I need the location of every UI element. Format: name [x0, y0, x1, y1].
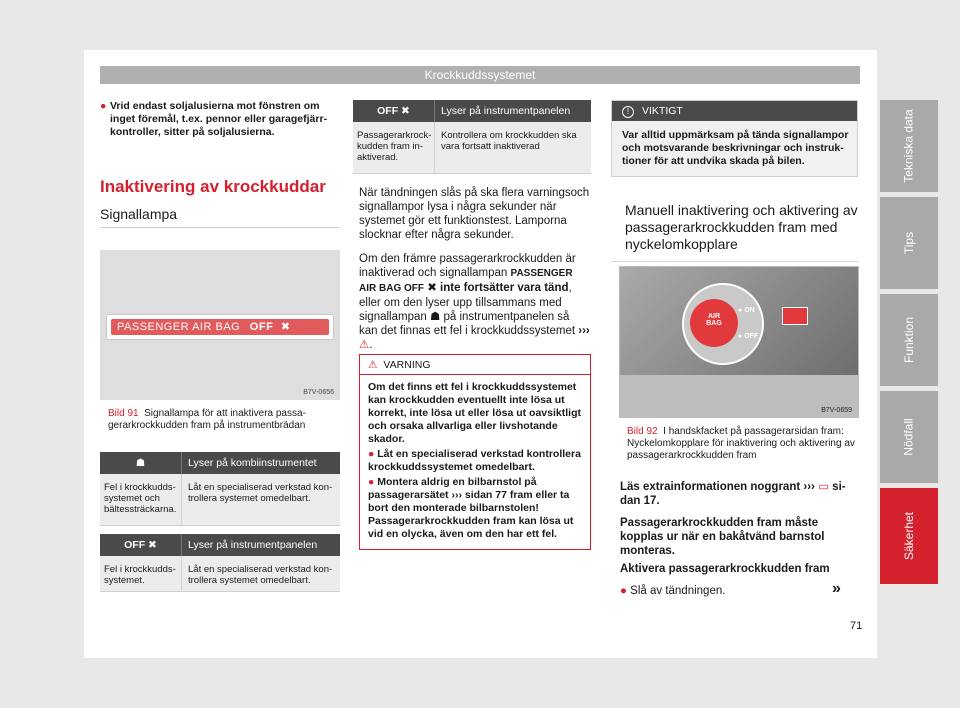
table-cell-action: Kontrollera om krockkudden ska vara fortsatt inaktiverad	[441, 130, 577, 152]
figure-number: Bild 91	[108, 408, 139, 419]
book-icon: ▭	[818, 481, 829, 493]
paragraph-3: Passagerarkrockkudden fram måste kopplas ur när en bakåtvänd barnstol monteras.	[620, 517, 825, 557]
seatbelt-airbag-icon: ☗	[429, 311, 441, 323]
continue-arrow-icon: »	[832, 580, 841, 597]
key-switch-face	[690, 299, 738, 347]
airbag-seat-icon: ✖	[427, 282, 437, 294]
indicator-table-2	[100, 534, 340, 592]
figure-91	[100, 250, 340, 452]
figure-caption-text: I handskfacket på passagerarsidan fram: Nyckelomkopplare för inaktivering och aktivering av passagerarkrockkudden fram	[627, 426, 855, 461]
table-header	[353, 100, 591, 122]
airbag-off-text: OFF	[249, 321, 274, 333]
key-switch-location	[782, 307, 808, 325]
warning-header	[360, 355, 590, 375]
important-header	[612, 101, 857, 121]
warning-bullet-text: fram eller ta bort den monterade bilbarnstolen! Passagerarkrockkudden fram kan lösa ut vid en olycka, även om den har ett fel.	[368, 489, 574, 540]
figure-caption-text: Signallampa för att inaktivera passagerarkrockkudden fram på instrumentbrädan	[108, 408, 306, 431]
bullet-dot: ●	[100, 100, 107, 112]
sidetab-nodfall[interactable]: Nödfall	[880, 391, 938, 483]
read-more-line: Läs extrainformationen noggrant ››› ▭ sidan 17.	[620, 481, 846, 507]
table-cell-condition: Fel i krockkuddssystemet.	[100, 556, 182, 591]
passenger-airbag-off-symbol: PASSENGER AIR BAG OFF	[359, 268, 573, 294]
sidetab-tekniska-data[interactable]: Tekniska data	[880, 100, 938, 192]
info-circle-icon: !	[622, 106, 634, 118]
table-cell-condition: Fel i krockkuddssystemet och bältessträckarna.	[100, 474, 182, 525]
bullet-dot: ●	[368, 448, 378, 460]
seatbelt-airbag-icon: ☗	[100, 452, 182, 474]
warning-bullet	[368, 476, 582, 541]
airbag-indicator-panel	[106, 314, 334, 340]
important-box	[611, 100, 858, 177]
bullet-dot: ●	[620, 585, 627, 597]
warning-body	[360, 375, 590, 549]
table-header	[100, 452, 340, 474]
table-cell-action: Låt en specialiserad verkstad kontrollera systemet omedelbart.	[188, 564, 333, 586]
key-switch-callout	[682, 283, 764, 365]
indicator-table-1	[100, 452, 340, 526]
indicator-table-3	[353, 100, 591, 174]
sidetab-sakerhet[interactable]: Säkerhet	[880, 488, 938, 584]
column-left	[100, 100, 340, 228]
airbag-seat-icon: ✖	[280, 321, 291, 333]
page-header: Krockkuddssystemet	[100, 66, 860, 84]
figure-91-image	[100, 250, 340, 400]
warning-bullet-text: Låt en specialiserad verkstad kontrollera krockkuddssystemet omedelbart.	[368, 448, 581, 473]
airbag-indicator-strip	[111, 319, 329, 335]
warning-bullet	[368, 448, 582, 474]
important-text: Var alltid uppmärksam på tända signallampor och motsvarande beskrivningar och instruktioner för att undvika skada på bilen.	[622, 129, 849, 167]
section-title-2	[611, 188, 858, 262]
airbag-off-icon: OFF ✖	[100, 534, 182, 556]
important-label: VIKTIGT	[642, 105, 683, 117]
page-number: 71	[850, 620, 863, 632]
top-bullet	[100, 100, 340, 139]
step-bullet-text: Slå av tändningen.	[630, 585, 726, 597]
airbag-off-icon: OFF ✖	[353, 100, 435, 122]
warning-triangle-icon: ⚠	[368, 359, 378, 371]
table-header	[100, 534, 340, 556]
warning-box	[359, 354, 591, 550]
paragraph-2-text-d: på instrumentpanelen så kan det finnas ett fel i krockkuddssystemet	[359, 311, 576, 337]
paragraph-4: Aktivera passagerarkrockkudden fram	[620, 563, 830, 575]
figure-code: B7V-0659	[821, 407, 852, 414]
warning-triangle-icon[interactable]: ⚠	[359, 339, 370, 351]
figure-number: Bild 92	[627, 426, 658, 437]
paragraph-2-text-a: Om den främre passagerarkrockkudden är inaktiverad och signallampan	[359, 253, 576, 279]
figure-92-caption	[627, 426, 857, 462]
sidetab-funktion[interactable]: Funktion	[880, 294, 938, 386]
switch-off-label: ● OFF	[738, 333, 759, 340]
paragraph-1: När tändningen slås på ska flera varningsoch signallampor lysa i några sekunder när systemet gör ett funktionstest. Lamporna slocknar efter några sekunder.	[359, 187, 590, 241]
table-title: Lyser på instrumentpanelen	[188, 539, 318, 551]
section-title: Inaktivering av krockkuddar	[100, 177, 326, 196]
table-row	[100, 474, 340, 526]
page-reference-link[interactable]: sidan 77	[464, 489, 507, 501]
table-title: Lyser på kombiinstrumentet	[188, 457, 317, 469]
table-cell-action: Låt en specialiserad verkstad kontrollera systemet omedelbart.	[188, 482, 333, 504]
switch-on-label: ● ON	[738, 307, 755, 314]
warning-label: VARNING	[383, 359, 431, 371]
section-title-2-text: Manuell inaktivering och aktivering av passagerarkrockkudden fram med nyckelomkopplare	[625, 202, 858, 252]
top-bullet-text: Vrid endast soljalusierna mot fönstren om inget föremål, t.ex. pennor eller garagefjärrkontroller, sitter på soljalusierna.	[110, 100, 328, 138]
table-title: Lyser på instrumentpanelen	[441, 105, 571, 117]
warning-intro: Om det finns ett fel i krockkuddssystemet kan krockkudden eventuellt inte lösa ut korrekt, inte lösa ut eller lösa ut oavsiktligt och orsaka allvarliga eller livshotande skador.	[368, 381, 581, 445]
bullet-dot: ●	[368, 476, 378, 488]
read-more-text: Läs extrainformationen noggrant	[620, 481, 801, 493]
figure-92	[611, 266, 858, 468]
page-reference-link[interactable]: sidan 17	[620, 481, 846, 507]
figure-91-caption	[108, 408, 336, 432]
warning-bullet-text: Montera aldrig en bilbarnstol på passagerarsätet	[368, 476, 537, 501]
switch-label-air: AIR	[707, 313, 721, 320]
switch-label-bag: BAG	[706, 320, 722, 327]
figure-code: B7V-0656	[303, 389, 334, 396]
reference-arrow-icon: ›››	[451, 489, 462, 501]
table-cell-condition: Passagerarkrockkudden fram inaktiverad.	[353, 122, 435, 173]
paragraph-2-text-c: , eller om den lyser upp tillsammans med signallampan	[359, 282, 572, 323]
paragraph-2-text-b: inte fortsätter vara tänd	[440, 282, 569, 294]
step-bullet	[620, 584, 858, 598]
reference-arrow-icon: ›››	[803, 481, 815, 493]
subsection-title: Signallampa	[100, 206, 340, 228]
table-row	[353, 122, 591, 174]
sidetab-tips[interactable]: Tips	[880, 197, 938, 289]
reference-arrow-icon[interactable]: ›››	[578, 325, 590, 337]
airbag-indicator-text: PASSENGER AIR BAG	[117, 321, 241, 333]
figure-92-image	[619, 266, 859, 418]
table-row	[100, 556, 340, 592]
paragraph-2: Om den främre passagerarkrockkudden är inaktiverad och signallampan PASSENGER AIR BAG OFF ✖ inte fortsätter vara tänd, eller om den lyser upp tillsammans med signallampan ☗ på instrumentpanelen så kan det finnas ett fel i krockkuddssystemet ››› ⚠.	[359, 253, 590, 351]
